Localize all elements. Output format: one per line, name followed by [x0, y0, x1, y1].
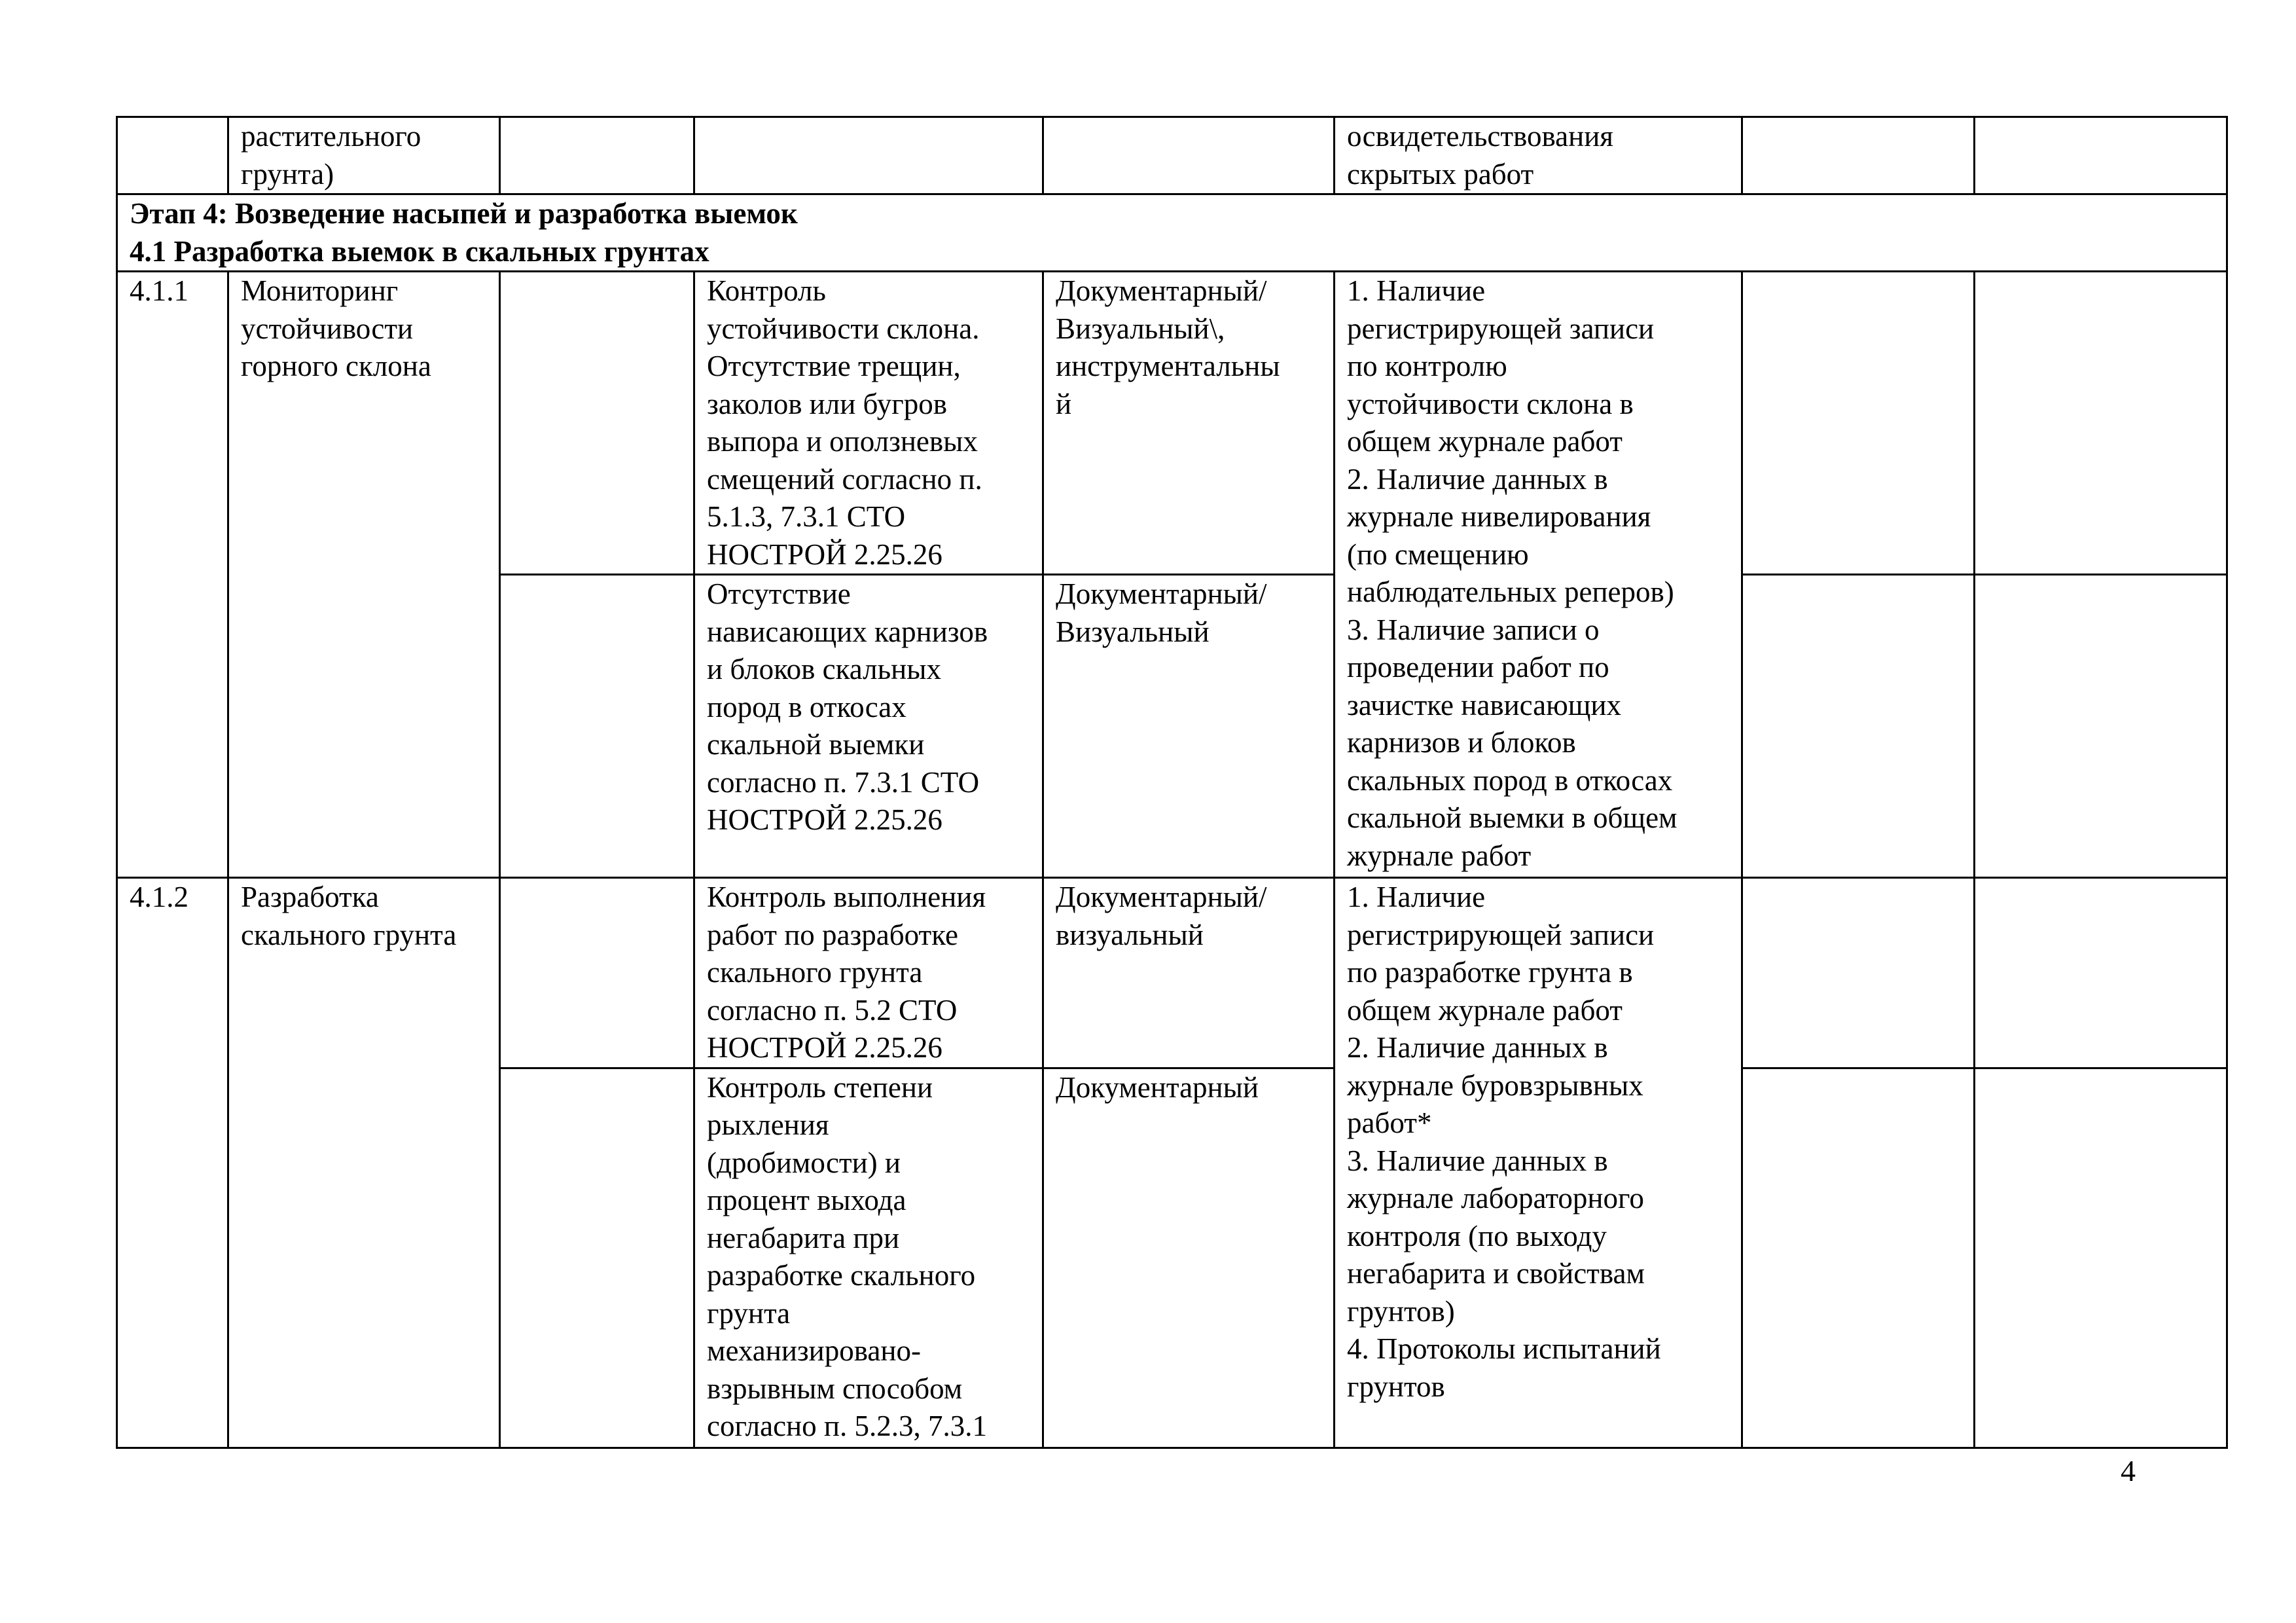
cell-stage-name: Разработка скального грунта — [228, 878, 500, 1448]
cell-empty — [500, 272, 694, 575]
cell-method: Документарный/ Визуальный — [1043, 575, 1335, 878]
cell-stage-name: растительного грунта) — [228, 117, 500, 194]
cell-subject: Контроль степени рыхления (дробимости) и процент выхода негабарита при разработке скального грунта механизировано- взрывным способом согласно п. 5.2.3, 7.3.1 — [694, 1068, 1043, 1448]
stage-header-cell — [117, 194, 2227, 272]
cell-result: 1. Наличие регистрирующей записи по контролю устойчивости склона в общем журнале работ 2. Наличие данных в журнале нивелирования (по смещению наблюдательных реперов) 3. Наличие записи о проведении работ по зачистке нависающих карнизов и блоков скальных пород в откосах скальной выемки в общем журнале работ — [1335, 272, 1742, 878]
page-number: 4 — [2121, 1454, 2136, 1487]
cell-empty — [500, 117, 694, 194]
cell-empty — [1975, 1068, 2227, 1448]
cell-empty — [1742, 1068, 1975, 1448]
table-row-continuation — [117, 117, 2227, 194]
control-table — [116, 116, 2228, 1449]
stage-subtitle: 4.1 Разработка выемок в скальных грунтах — [130, 234, 709, 268]
cell-method: Документарный/ Визуальный\, инструментальны й — [1043, 272, 1335, 575]
stage-title: Этап 4: Возведение насыпей и разработка выемок — [130, 197, 798, 230]
cell-subject: Контроль устойчивости склона. Отсутствие трещин, заколов или бугров выпора и оползневых смещений согласно п. 5.1.3, 7.3.1 СТО НОСТРОЙ 2.25.26 — [694, 272, 1043, 575]
cell-empty — [1975, 117, 2227, 194]
cell-method: Документарный/ визуальный — [1043, 878, 1335, 1068]
cell-empty — [1975, 575, 2227, 878]
cell-result: освидетельствования скрытых работ — [1335, 117, 1742, 194]
table-row — [117, 272, 2227, 575]
cell-number: 4.1.2 — [117, 878, 228, 1448]
cell-empty — [1043, 117, 1335, 194]
cell-empty — [500, 1068, 694, 1448]
cell-empty — [500, 575, 694, 878]
cell-empty — [1975, 878, 2227, 1068]
stage-header-row — [117, 194, 2227, 272]
cell-empty — [1975, 272, 2227, 575]
cell-result: 1. Наличие регистрирующей записи по разработке грунта в общем журнале работ 2. Наличие данных в журнале буровзрывных работ* 3. Наличие данных в журнале лабораторного контроля (по выходу негабарита и свойствам грунтов) 4. Протоколы испытаний грунтов — [1335, 878, 1742, 1448]
cell-empty — [500, 878, 694, 1068]
cell-number — [117, 117, 228, 194]
cell-empty — [1742, 878, 1975, 1068]
cell-subject: Контроль выполнения работ по разработке скального грунта согласно п. 5.2 СТО НОСТРОЙ 2.25.26 — [694, 878, 1043, 1068]
cell-subject: Отсутствие нависающих карнизов и блоков скальных пород в откосах скальной выемки согласно п. 7.3.1 СТО НОСТРОЙ 2.25.26 — [694, 575, 1043, 878]
cell-empty — [1742, 575, 1975, 878]
table-row — [117, 878, 2227, 1068]
cell-empty — [1742, 117, 1975, 194]
cell-method: Документарный — [1043, 1068, 1335, 1448]
cell-empty — [1742, 272, 1975, 575]
cell-number: 4.1.1 — [117, 272, 228, 878]
cell-empty — [694, 117, 1043, 194]
cell-stage-name: Мониторинг устойчивости горного склона — [228, 272, 500, 878]
